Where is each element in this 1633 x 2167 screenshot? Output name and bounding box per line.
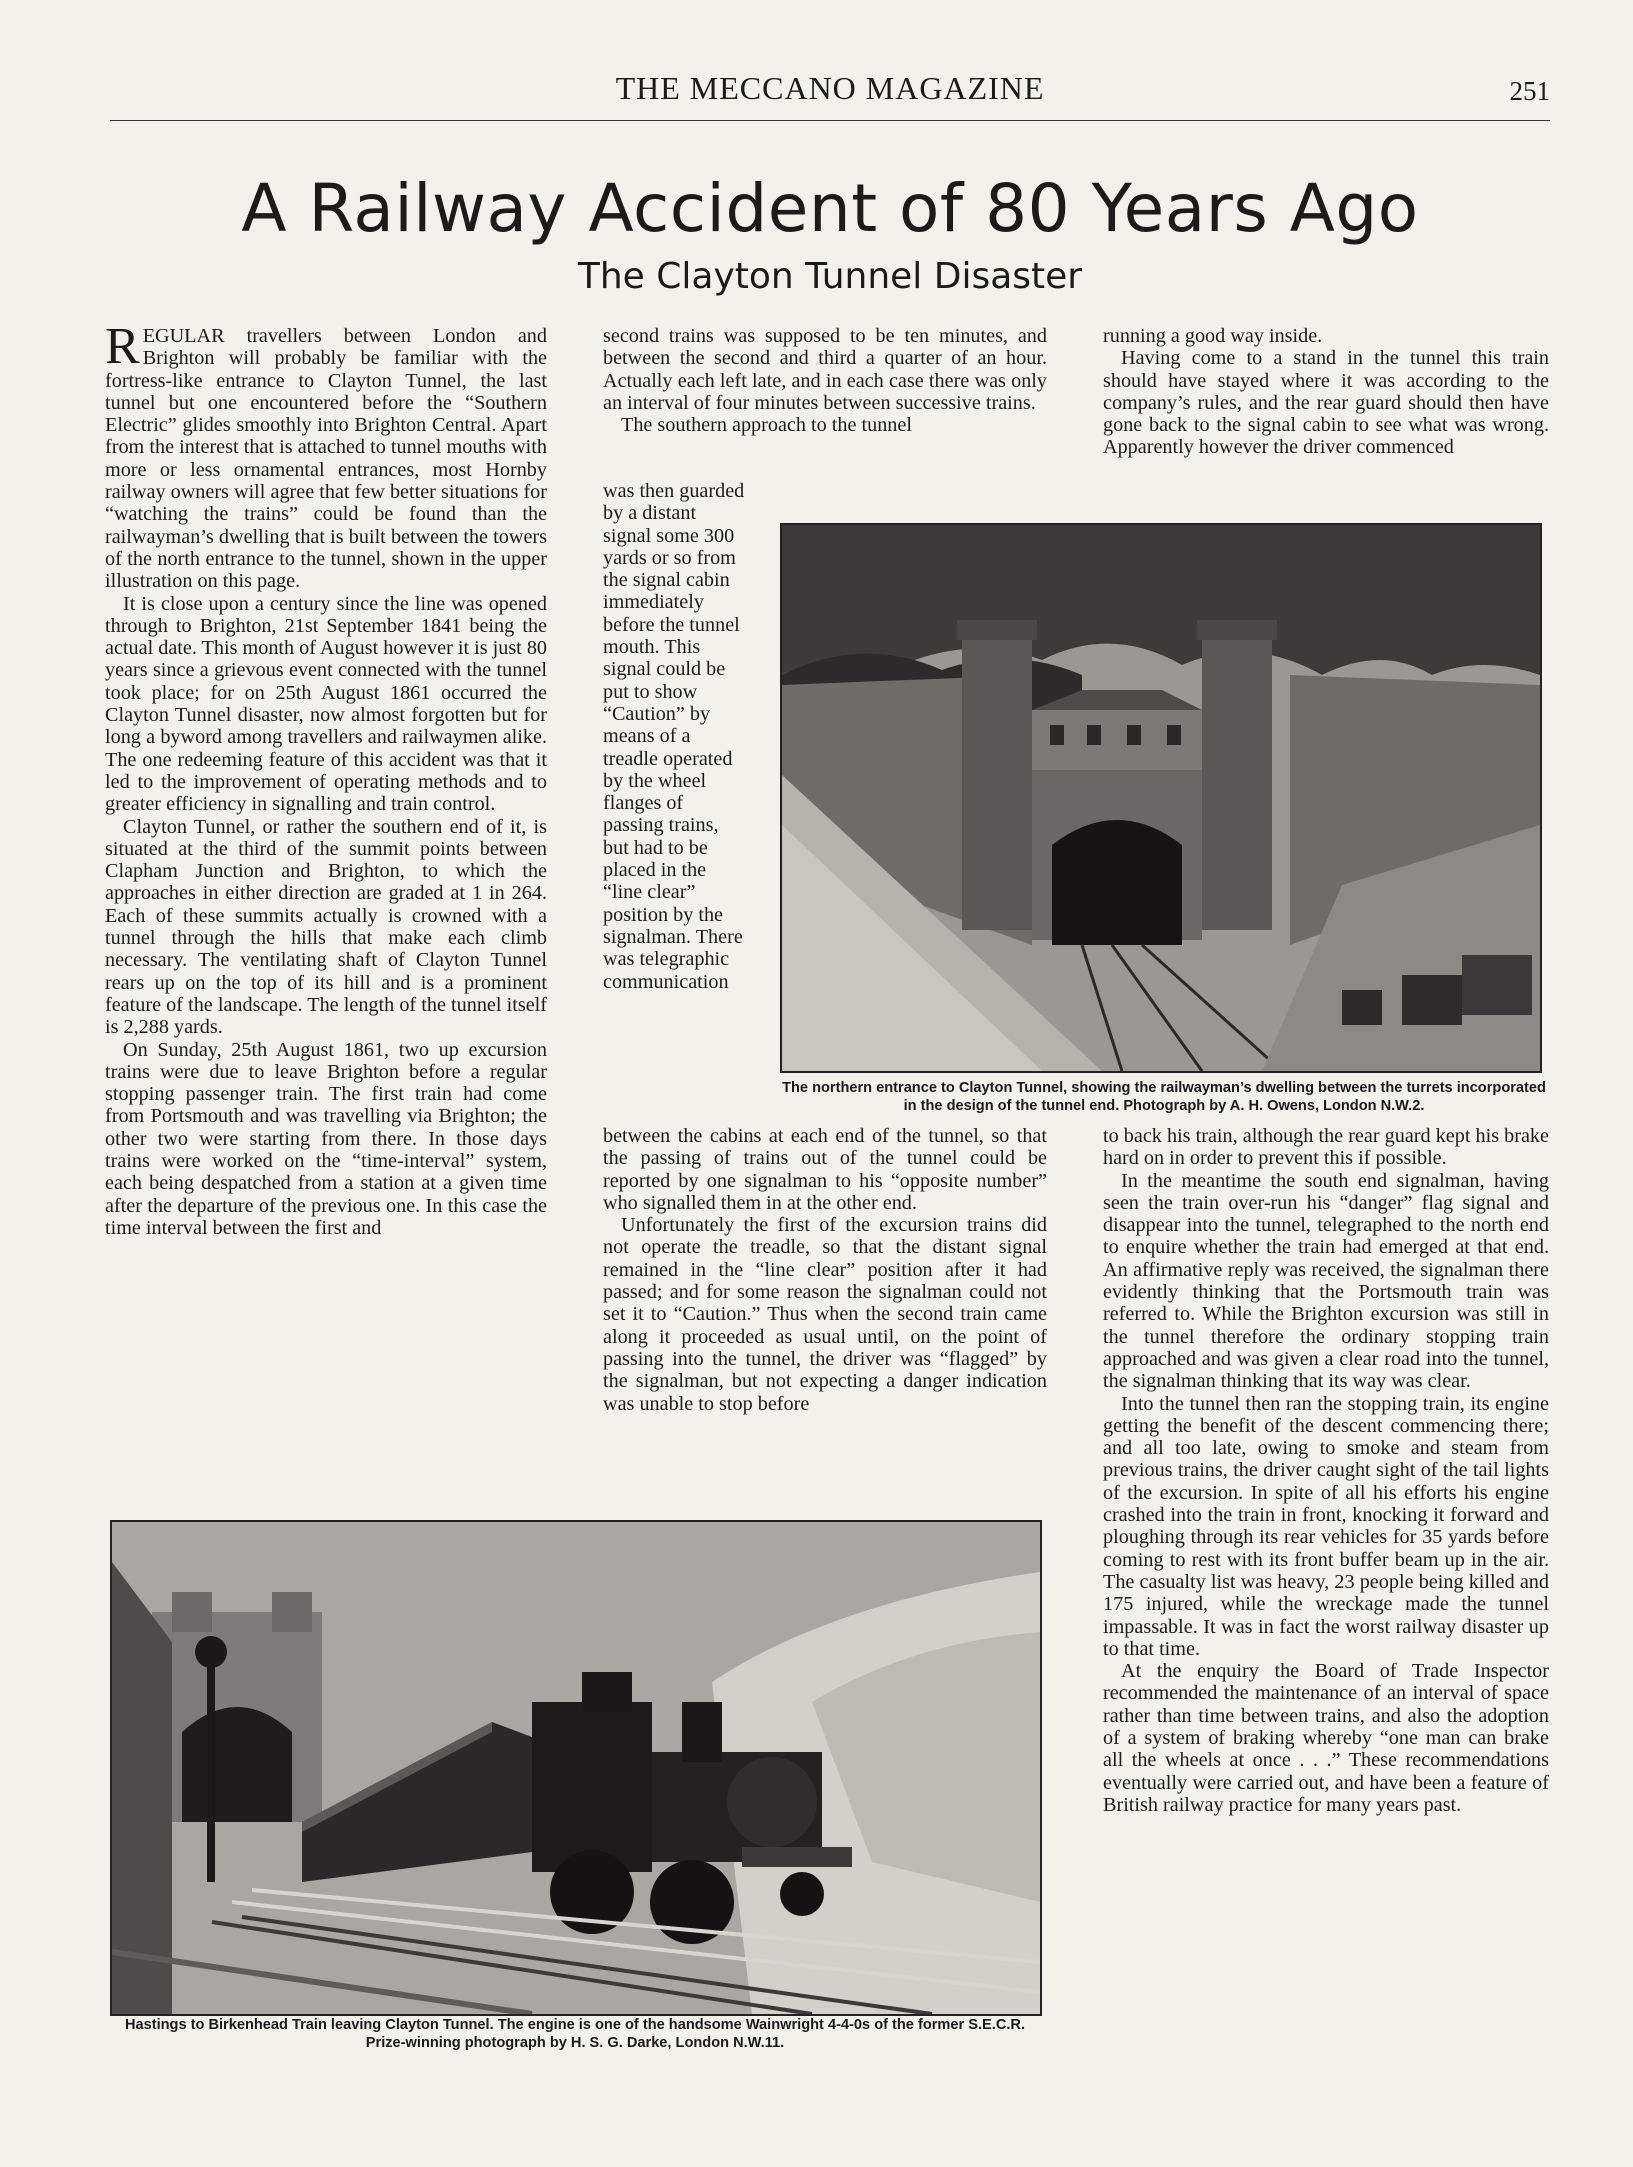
paragraph: Having come to a stand in the tunnel this train should have stayed where it was according to the company’s rules, and the rear guard should then have gone back to the signal cabin to see what was wrong. Apparently however the driver commenced <box>1103 347 1549 459</box>
paragraph: At the enquiry the Board of Trade Inspector recommended the maintenance of an interval of space rather than time between trains, and also the adoption of a system of braking whereby “one man can brake all the wheels at once . . .” These recommendations eventually were carried out, and have been a feature of British railway practice for many years past. <box>1103 1660 1549 1816</box>
paragraph-text: EGULAR travellers between London and Brighton will probably be familiar with the fortress-like entrance to Clayton Tunnel, the last tunnel but one encountered before the “Southern Electric” glides smoothly into Brighton Central. Apart from the interest that is attached to tunnel mouths with more or less ornamental entrances, most Hornby railway owners will agree that few better situations for “watching the trains” could be found than the railwayman’s dwelling that is built between the towers of the north entrance to the tunnel, shown in the upper illustration on this page. <box>105 325 547 593</box>
column-3-bottom <box>1103 1125 1549 1816</box>
train-illustration <box>112 1522 1040 2014</box>
paragraph <box>105 318 547 593</box>
paragraph: Unfortunately the first of the excursion trains did not operate the treadle, so that the distant signal remained in the “line clear” position after it had passed; and for some reason the signalman could not set it to “Caution.” Thus when the second train came along it proceeded as usual until, on the point of passing into the tunnel, the driver was “flagged” by the signalman, but not expecting a danger indication was unable to stop before <box>603 1214 1047 1415</box>
journal-title: THE MECCANO MAGAZINE <box>615 70 1045 106</box>
running-head <box>110 66 1550 116</box>
tunnel-entrance-illustration <box>782 525 1540 1071</box>
tunnel-entrance-photo <box>780 523 1542 1073</box>
drop-cap: R <box>105 318 140 375</box>
page-number: 251 <box>1509 76 1550 106</box>
train-photo-caption: Hastings to Birkenhead Train leaving Clayton Tunnel. The engine is one of the handsome Wainwright 4-4-0s of the former S.E.C.R. Prize-winning photograph by H. S. G. Darke, London N.W.11. <box>124 2017 1026 2051</box>
paragraph: On Sunday, 25th August 1861, two up excursion trains were due to leave Brighton before a regular stopping passenger train. The first train had come from Portsmouth and was travelling via Brighton; the other two were starting from there. In those days trains were worked on the “time-interval” system, each being despatched from a station at a given time after the departure of the previous one. In this case the time interval between the first and <box>105 1038 547 1239</box>
column-2-narrow <box>603 480 748 993</box>
column-2-top <box>603 325 1047 436</box>
header-rule <box>110 120 1550 121</box>
paragraph: second trains was supposed to be ten minutes, and between the second and third a quarter of an hour. Actually each left late, and in each case there was only an interval of four minutes between successive trains. <box>603 325 1047 414</box>
paragraph: In the meantime the south end signalman, having seen the train over-run his “danger” flag signal and disappear into the tunnel, telegraphed to the north end to enquire whether the train had emerged at that end. An affirmative reply was received, the signalman there evidently thinking that the Portsmouth train was referred to. While the Brighton excursion was still in the tunnel therefore the ordinary stopping train approached and was given a clear road into the tunnel, the signalman thinking that its way was clear. <box>1103 1169 1549 1393</box>
article-subtitle: The Clayton Tunnel Disaster <box>577 256 1083 297</box>
column-1 <box>105 318 548 1239</box>
paragraph: was then guarded by a distant signal some 300 yards or so from the signal cabin immediately before the tunnel mouth. This signal could be put to show “Caution” by means of a treadle operated by the wheel flanges of passing trains, but had to be placed in the “line clear” position by the signalman. There was telegraphic communication <box>603 480 745 993</box>
paragraph: running a good way inside. <box>1103 325 1323 347</box>
paragraph: between the cabins at each end of the tunnel, so that the passing of trains out of the tunnel could be reported by one signalman to his “opposite number” who signalled them in at the other end. <box>603 1125 1047 1214</box>
column-2-bottom <box>603 1125 1047 1415</box>
paragraph: Clayton Tunnel, or rather the southern end of it, is situated at the third of the summit points between Clapham Junction and Brighton, to which the approaches in either direction are graded at 1 in 264. Each of these summits actually is crowned with a tunnel through the hills that make each climb necessary. The ventilating shaft of Clayton Tunnel rears up on the top of its hill and is a prominent feature of the landscape. The length of the tunnel itself is 2,288 yards. <box>105 815 547 1039</box>
paragraph: to back his train, although the rear guard kept his brake hard on in order to prevent this if possible. <box>1103 1125 1549 1170</box>
paragraph: It is close upon a century since the line was opened through to Brighton, 21st September 1841 being the actual date. This month of August however it is just 80 years since a grievous event connected with the tunnel took place; for on 25th August 1861 occurred the Clayton Tunnel disaster, now almost forgotten but for long a byword among travellers and railwaymen alike. The one redeeming feature of this accident was that it led to the improvement of operating methods and to greater efficiency in signalling and train control. <box>105 592 548 816</box>
train-photo <box>110 1520 1042 2016</box>
tunnel-photo-caption: The northern entrance to Clayton Tunnel, showing the railwayman’s dwelling between the turrets incorporated in the design of the tunnel end. Photograph by A. H. Owens, London N.W.2. <box>782 1080 1546 1114</box>
column-3-top <box>1103 325 1549 459</box>
article-title: A Railway Accident of 80 Years Ago <box>241 170 1419 247</box>
paragraph: The southern approach to the tunnel <box>621 414 912 437</box>
paragraph: Into the tunnel then ran the stopping train, its engine getting the benefit of the descent commencing there; and all too late, owing to smoke and steam from previous trains, the driver caught sight of the tail lights of the excursion. In spite of all his efforts his engine crashed into the train in front, knocking it forward and ploughing through its rear vehicles for 35 yards before coming to rest with its front buffer beam up in the air. The casualty list was heavy, 23 people being killed and 175 injured, while the wreckage made the tunnel impassable. It was in fact the worst railway disaster up to that time. <box>1103 1392 1549 1660</box>
